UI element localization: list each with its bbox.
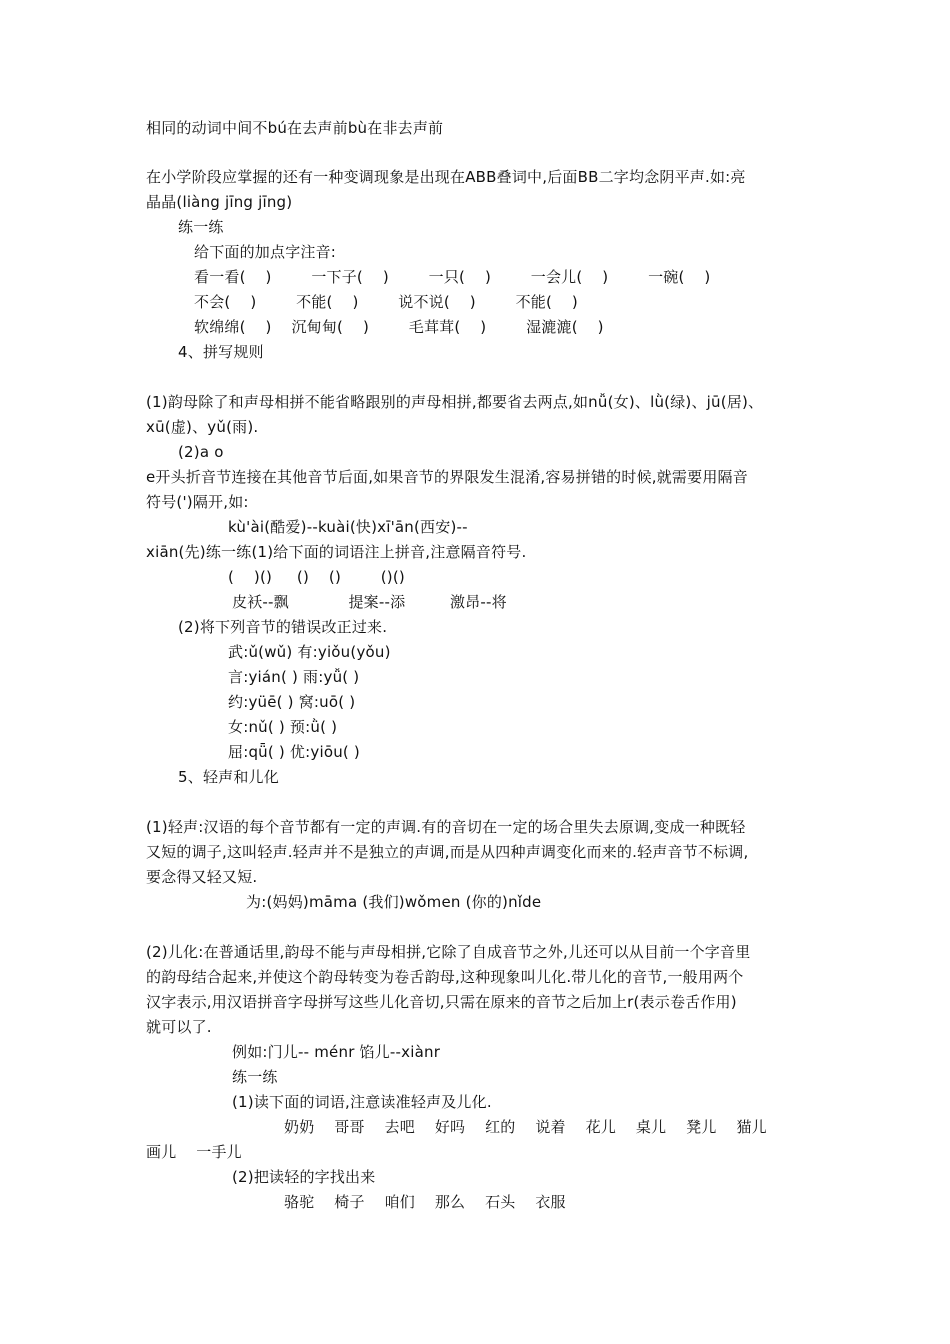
text-line-verb-tone-rule: 相同的动词中间不bú在去声前bù在非去声前 [146, 119, 444, 137]
correction-row-2: 言:yián( ) 雨:yǚ( ) [228, 668, 360, 686]
correction-row-4: 女:nǔ( ) 预:ǜ( ) [228, 718, 338, 736]
text-line-exercise-separator: xiān(先)练一练(1)给下面的词语注上拼音,注意隔音符号. [146, 543, 527, 561]
text-line-abb-tone-1: 在小学阶段应掌握的还有一种变调现象是出现在ABB叠词中,后面BB二字均念阴平声.如:亮 [146, 168, 746, 186]
text-line-erhua-example: 例如:门儿-- ménr 馅儿--xiànr [232, 1043, 441, 1061]
correction-row-5: 屈:qǖ( ) 优:yiōu( ) [228, 743, 360, 761]
correction-row-3: 约:yüē( ) 窝:uō( ) [228, 693, 356, 711]
exercise-word-list-1: 奶奶 哥哥 去吧 好吗 红的 说着 花儿 桌儿 凳儿 猫儿 [284, 1118, 767, 1136]
text-line-neutral-example: 为:(妈妈)māma (我们)wǒmen (你的)nǐde [246, 893, 542, 911]
exercise-instruction-3: (2)把读轻的字找出来 [232, 1168, 376, 1186]
text-line-example-separator: kù'ài(酷爱)--kuài(快)xī'ān(西安)-- [228, 518, 468, 536]
exercise-heading-2: 练一练 [232, 1068, 278, 1086]
text-line-rule-2a: e开头折音节连接在其他音节后面,如果音节的界限发生混淆,容易拼错的时候,就需要用隔音 [146, 468, 748, 486]
text-line-neutral-3: 要念得又轻又短. [146, 868, 258, 886]
exercise-word-pairs: 皮袄--飘 提案--添 激昂--将 [232, 593, 507, 611]
exercise-instruction-2: (1)读下面的词语,注意读准轻声及儿化. [232, 1093, 492, 1111]
exercise-row-3: 软绵绵( ) 沉甸甸( ) 毛茸茸( ) 湿漉漉( ) [194, 318, 604, 336]
exercise-heading: 练一练 [178, 218, 224, 236]
exercise-blanks: ( )() () () ()() [228, 568, 405, 586]
exercise-word-list-1-cont: 画儿 一手儿 [146, 1143, 242, 1161]
section-heading-spelling-rules: 4、拼写规则 [178, 343, 264, 361]
text-line-erhua-2: 的韵母结合起来,并使这个韵母转变为卷舌韵母,这种现象叫儿化.带儿化的音节,一般用两个 [146, 968, 744, 986]
text-line-rule-1a: (1)韵母除了和声母相拼不能省略跟别的声母相拼,都要省去两点,如nǚ(女)、lǜ(绿)、jū(居)、 [146, 393, 764, 411]
text-line-neutral-2: 又短的调子,这叫轻声.轻声并不是独立的声调,而是从四种声调变化而来的.轻声音节不标调, [146, 843, 749, 861]
text-line-rule-2-title: (2)a o [178, 443, 224, 461]
exercise-row-1: 看一看( ) 一下子( ) 一只( ) 一会儿( ) 一碗( ) [194, 268, 711, 286]
exercise-row-2: 不会( ) 不能( ) 说不说( ) 不能( ) [194, 293, 578, 311]
text-line-erhua-1: (2)儿化:在普通话里,韵母不能与声母相拼,它除了自成音节之外,儿还可以从目前一个字音里 [146, 943, 751, 961]
text-line-rule-2b: 符号(')隔开,如: [146, 493, 249, 511]
exercise-word-list-2: 骆驼 椅子 咱们 那么 石头 衣服 [284, 1193, 566, 1211]
text-line-correct-errors: (2)将下列音节的错误改正过来. [178, 618, 388, 636]
text-line-erhua-4: 就可以了. [146, 1018, 212, 1036]
text-line-erhua-3: 汉字表示,用汉语拼音字母拼写这些儿化音切,只需在原来的音节之后加上r(表示卷舌作用) [146, 993, 737, 1011]
text-line-abb-tone-2: 晶晶(liàng jīng jīng) [146, 193, 293, 211]
text-line-neutral-1: (1)轻声:汉语的每个音节都有一定的声调.有的音切在一定的场合里失去原调,变成一种既轻 [146, 818, 746, 836]
correction-row-1: 武:ǔ(wǔ) 有:yiǒu(yǒu) [228, 643, 391, 661]
exercise-instruction: 给下面的加点字注音: [194, 243, 337, 261]
text-line-rule-1b: xū(虚)、yǔ(雨). [146, 418, 259, 436]
section-heading-neutral-tone: 5、轻声和儿化 [178, 768, 279, 786]
